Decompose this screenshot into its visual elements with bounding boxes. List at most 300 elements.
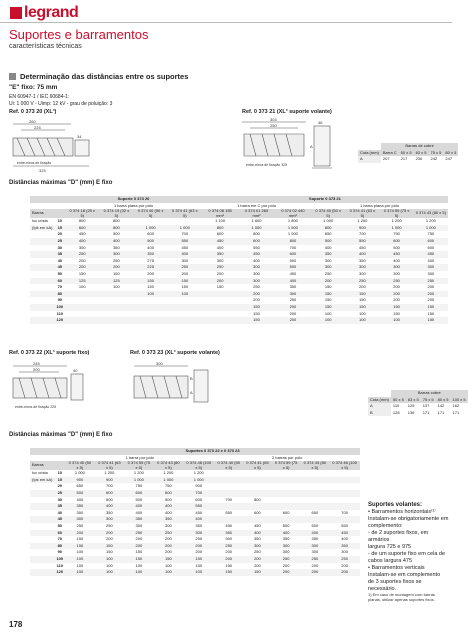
distance-cell: 150 (195, 555, 203, 561)
distance-cell: 400 (282, 529, 290, 535)
distance-cell: 300 (393, 264, 400, 270)
distance-cell: 700 (106, 483, 113, 489)
table-row (30, 311, 448, 318)
table-cell: A (358, 156, 381, 163)
row-label (30, 297, 54, 304)
distance-cell: 750 (393, 231, 400, 237)
distance-cell: 500 (393, 244, 400, 250)
distance-cell: 450 (359, 244, 366, 250)
distance-cell (243, 503, 272, 510)
distance-cell: 400 (324, 244, 332, 250)
table-cell: 247 (445, 156, 453, 162)
distance-cell: 200 (216, 270, 224, 276)
distance-cell: 350 (113, 244, 120, 250)
icc-value: 50 (57, 522, 63, 528)
distance-cell (168, 311, 202, 318)
distance-cell: 550 (341, 522, 348, 528)
distance-cell: 600 (165, 489, 172, 495)
distance-cell: 250 (106, 522, 113, 528)
footnote (368, 592, 450, 602)
group-header-left: Suporte 0 373 20 (117, 196, 150, 201)
distance-cell: 150 (253, 317, 260, 323)
table-header-cell: 75 x 5 (430, 149, 442, 155)
row-label (30, 311, 54, 318)
distance-cell: 200 (393, 290, 400, 296)
distance-cell: 200 (106, 536, 113, 542)
distance-cell (329, 477, 360, 484)
distance-cell (214, 477, 243, 484)
distance-cell (134, 218, 168, 225)
column-header: 0 374 40 (50 x 5) (68, 460, 92, 470)
distance-cell (99, 304, 133, 311)
distance-cell: 200 (393, 297, 400, 303)
distance-cell: 200 (289, 303, 297, 309)
barras-header: Barras (32, 210, 44, 216)
table-header-cell: 100 x 5 (452, 396, 466, 402)
group-header-right: Suporte 0 373 21 (309, 196, 341, 201)
table-row (30, 297, 448, 304)
distance-cell: 1 000 (163, 476, 174, 482)
support-0-373-22-drawing (9, 360, 109, 418)
distance-cell: 150 (427, 317, 435, 323)
column-header: 0 374 41 (63 x 5) (246, 460, 269, 470)
distance-cell: 100 (147, 290, 154, 296)
distance-cell: 100 (165, 562, 172, 568)
column-header: 0 374 41 (63 x 5) (172, 208, 198, 218)
distance-cell: 300 (341, 549, 348, 555)
distance-cell: 200 (289, 310, 297, 316)
table-row (30, 569, 360, 576)
distance-cell: 600 (195, 496, 203, 502)
square-bullet-icon (9, 73, 16, 80)
side-note-line: complemento: (368, 523, 403, 529)
subgroup-header: 1 barra por pólo (125, 454, 154, 460)
distance-cell (243, 483, 272, 490)
distance-cell: 300 (282, 542, 290, 548)
distance-cell: 400 (147, 244, 154, 250)
side-note-line: • Barramentos horizontais⁽¹⁾ (368, 509, 436, 515)
table-header-cell: 80 x 5 (445, 149, 457, 155)
icc-value: 100 (56, 303, 64, 309)
distance-cell: 300 (427, 270, 435, 276)
side-note-line: de 3 suportes fixos se necessário. (368, 579, 422, 592)
distance-cell: 1 000 (323, 218, 334, 224)
distance-cell: 800 (254, 496, 261, 502)
table-cell: 230 (415, 156, 423, 162)
distance-cell: 400 (341, 536, 348, 542)
distance-cell: 550 (225, 509, 233, 515)
distance-cell: 1 800 (287, 218, 298, 224)
side-note-line: largura 725 e 975 (368, 544, 412, 550)
distance-cell: 200 (165, 549, 172, 555)
row-label (30, 258, 54, 265)
ref-0-373-21: Ref. 0 373 21 (XL³ suporte volante) (242, 109, 332, 115)
distance-cell: 450 (427, 251, 435, 257)
table-row (30, 291, 448, 298)
distance-cell: 400 (135, 509, 143, 515)
icc-value: 20 (57, 231, 63, 237)
distance-cell: 250 (216, 264, 224, 270)
distance-cell: 400 (254, 529, 261, 535)
dim-300-label: 300 (156, 361, 163, 366)
table-header-cell: 50 x 5 (392, 396, 404, 402)
icc-value: 25 (57, 489, 63, 495)
distance-cell: 100 (76, 555, 84, 561)
distance-cell (99, 297, 133, 304)
table-row (30, 304, 448, 311)
distance-cell: 250 (282, 555, 290, 561)
distance-cell: 200 (216, 277, 224, 283)
distance-cell: 700 (181, 231, 189, 237)
table-row (30, 543, 360, 550)
distance-cell (202, 311, 238, 318)
distance-cell: 250 (165, 529, 172, 535)
distance-cell: 650 (76, 483, 84, 489)
distance-cell: 300 (113, 251, 120, 257)
column-header: 0 374 40 (50 x 5) (217, 460, 240, 470)
table-row (30, 530, 360, 537)
distance-cell: 700 (195, 489, 203, 495)
table-cell: 207 (382, 156, 390, 162)
distance-cell (65, 311, 99, 318)
table-row (30, 503, 360, 510)
distance-cell: 200 (195, 549, 203, 555)
distance-cell: 450 (78, 231, 86, 237)
row-label (30, 569, 54, 576)
row-label (30, 278, 54, 285)
distance-cell (134, 317, 168, 324)
distance-cell: 500 (289, 257, 297, 263)
distance-cell: 200 (225, 549, 233, 555)
distance-cell: 200 (135, 536, 143, 542)
table-cell: 171 (422, 409, 430, 415)
distance-cell: 100 (165, 569, 172, 575)
row-label (30, 523, 54, 530)
dim-304-label: 304 (270, 117, 277, 122)
distance-cell: 250 (113, 257, 120, 263)
icc-value: 35 (57, 251, 63, 257)
distance-cell: 100 (359, 317, 366, 323)
distance-cell (65, 304, 99, 311)
icc-value: 80 (57, 290, 63, 296)
distance-cell: 800 (78, 218, 86, 224)
distance-cell: 200 (427, 297, 435, 303)
distance-cell: 900 (76, 476, 84, 482)
distance-cell: 400 (106, 503, 113, 509)
row-label (30, 304, 54, 311)
distance-cell: 200 (341, 562, 348, 568)
table-cell: 171 (437, 409, 445, 415)
distance-cell (214, 470, 243, 477)
distance-cell: 350 (165, 516, 172, 522)
distance-cell: 350 (225, 529, 233, 535)
table-cell: 142 (437, 403, 445, 409)
table-title: Barras de cobre (381, 143, 458, 150)
distance-cell: 100 (181, 290, 189, 296)
distance-cell: 1 100 (215, 218, 226, 224)
table-row (30, 284, 448, 291)
distance-cell: 600 (106, 489, 113, 495)
distance-cell (301, 470, 330, 477)
distance-cell: 200 (165, 536, 172, 542)
row-label: Icc crista (32, 470, 48, 476)
icc-value: 70 (57, 536, 63, 542)
distance-cell (329, 516, 360, 523)
distance-cell: 350 (324, 251, 332, 257)
distance-cell (214, 490, 243, 497)
distance-cell: 300 (324, 264, 332, 270)
row-label: (Ipk em kA) (32, 476, 53, 482)
distance-cell: 275 (147, 257, 154, 263)
distance-cell: 500 (147, 237, 154, 243)
distance-cell: 650 (311, 509, 319, 515)
distance-table-2 (30, 448, 360, 576)
distance-cell: 150 (359, 290, 366, 296)
distance-cell: 400 (216, 244, 224, 250)
distance-cell: 250 (427, 277, 435, 283)
distance-cell: 600 (282, 509, 290, 515)
distance-cell: 1 000 (251, 224, 262, 230)
distance-cell: 150 (393, 303, 400, 309)
distance-cell: 200 (282, 562, 290, 568)
distance-cell: 1 000 (74, 470, 85, 476)
distance-cell: 350 (195, 522, 203, 528)
distance-cell: 150 (427, 303, 435, 309)
column-header: 0 374 59 (75 x 5) (274, 460, 298, 470)
ref-0-373-23: Ref. 0 373 23 (XL³ suporte volante) (130, 350, 220, 356)
distance-cell: 250 (181, 264, 189, 270)
distance-cell: 200 (311, 569, 319, 575)
entre-eixos-label: entre-eixos de fixação 325 (246, 163, 288, 167)
distance-cell: 300 (289, 290, 297, 296)
distance-cell: 250 (341, 555, 348, 561)
column-header: 0 374 18 (25 x 5) (69, 208, 96, 218)
distance-cell: 250 (324, 270, 332, 276)
distance-cell: 300 (78, 244, 86, 250)
distance-cell: 550 (359, 237, 366, 243)
distance-cell: 200 (147, 270, 154, 276)
distance-cell: 200 (324, 277, 332, 283)
distance-cell: 300 (76, 509, 84, 515)
distance-cell (168, 317, 202, 324)
distance-cell: 250 (289, 297, 297, 303)
icc-value: 60 (57, 529, 63, 535)
distance-cell: 300 (359, 264, 366, 270)
distance-cell: 500 (289, 264, 297, 270)
distance-cell: 600 (289, 251, 297, 257)
dim-225-label: 225 (34, 125, 41, 130)
distance-cell: 200 (254, 562, 261, 568)
distance-cell: 1 000 (193, 476, 204, 482)
column-header: 0 374 02 440 mm² (281, 208, 305, 218)
distance-cell: 700 (289, 244, 297, 250)
row-label (30, 251, 54, 258)
distance-cell: 400 (393, 257, 400, 263)
distance-cell (134, 297, 168, 304)
distance-cell: 100 (195, 569, 203, 575)
distance-cell: 400 (165, 509, 172, 515)
table-cell: 242 (430, 156, 438, 162)
distance-cell: 150 (359, 297, 366, 303)
distance-cell: 150 (135, 555, 143, 561)
row-label: Icc crista (32, 218, 48, 224)
column-header: 0 374 46 (100 x 5) (332, 460, 357, 470)
dim-260-label: 260 (29, 119, 36, 124)
distance-cell: 1 600 (251, 218, 262, 224)
dim-b-label: B (190, 376, 193, 381)
icc-value: 80 (57, 542, 63, 548)
footnote-line: 1) Em caso de montagem com barras (368, 592, 435, 597)
distance-cell (272, 516, 301, 523)
standard-text: EN 60947-1 / IEC 60684-1: (9, 94, 70, 100)
distance-cell: 400 (181, 251, 189, 257)
distance-cell: 200 (254, 555, 261, 561)
icc-value: 35 (57, 503, 63, 509)
row-label (30, 231, 54, 238)
distance-cell (272, 497, 301, 504)
distance-cell: 700 (225, 496, 233, 502)
table-row (30, 556, 360, 563)
page-title: Suportes e barramentos (9, 27, 149, 42)
distance-cell: 550 (253, 244, 260, 250)
distance-cell: 500 (427, 244, 435, 250)
table-cell: A (368, 403, 391, 410)
distance-cell: 600 (393, 237, 400, 243)
distance-cell: 150 (253, 310, 260, 316)
distance-cell: 600 (216, 231, 224, 237)
table-cell: 110 (392, 403, 400, 409)
dim-46-label: 46 (318, 120, 323, 125)
distance-cell: 500 (165, 496, 172, 502)
row-label (30, 549, 54, 556)
distance-cell: 800 (289, 237, 297, 243)
distance-cell: 800 (216, 224, 224, 230)
icc-value: 90 (57, 297, 63, 303)
distance-cell: 200 (253, 297, 260, 303)
distance-cell (329, 490, 360, 497)
dim-200-label: 200 (33, 367, 40, 372)
distance-cell: 600 (78, 224, 86, 230)
distance-cell: 500 (135, 496, 143, 502)
dim-40-label: 40 (73, 368, 78, 373)
distance-cell: 350 (147, 251, 154, 257)
icc-value: 90 (57, 549, 63, 555)
icc-value: 45 (57, 516, 63, 522)
table-cell: 128 (392, 409, 400, 415)
distance-cell: 500 (282, 522, 290, 528)
icc-value: 100 (56, 555, 64, 561)
icc-value: 45 (57, 264, 63, 270)
distance-cell: 300 (195, 529, 203, 535)
row-label (30, 503, 54, 510)
distance-cell (243, 490, 272, 497)
distance-cell: 450 (181, 244, 189, 250)
distance-cell: 650 (324, 231, 332, 237)
brand-logo-square (10, 7, 22, 19)
distance-cell: 100 (106, 569, 113, 575)
page-number: 178 (9, 620, 23, 629)
table-row (30, 563, 360, 570)
distance-cell: 250 (225, 542, 233, 548)
column-header: 0 374 19 (32 x 5) (103, 208, 130, 218)
table-row (30, 317, 448, 324)
distance-cell: 500 (106, 496, 113, 502)
table-header-cell: 63 x 5 (415, 149, 427, 155)
row-label (30, 543, 54, 550)
distance-cell: 400 (195, 516, 203, 522)
distance-cell (301, 483, 330, 490)
table-row (30, 251, 448, 258)
table-cell: 171 (452, 409, 460, 415)
distance-cell: 1 200 (357, 218, 368, 224)
distance-cell: 100 (135, 569, 143, 575)
dim-245-label: 245 (33, 361, 40, 366)
distance-cell: 400 (427, 257, 435, 263)
distance-cell: 450 (254, 522, 261, 528)
distance-cell (99, 317, 133, 324)
distance-cell: 800 (113, 218, 120, 224)
distance-cell: 150 (324, 297, 332, 303)
distance-cell: 1 200 (391, 218, 402, 224)
distance-cell: 300 (253, 277, 260, 283)
brand-logo: legrand (24, 4, 79, 21)
distance-cell (134, 311, 168, 318)
distance-cell: 250 (254, 549, 261, 555)
distance-cell: 200 (165, 542, 172, 548)
copper-bar-dimension-table-2 (368, 390, 468, 416)
column-header: 0 374 41 (63 x 5) (98, 460, 121, 470)
icc-value: 40 (57, 257, 63, 263)
column-header: 0 374 59 (75 x 5) (127, 460, 151, 470)
distance-cell: 200 (76, 529, 84, 535)
table-row (30, 490, 360, 497)
distance-cell: 100 (135, 562, 143, 568)
distance-cell: 150 (106, 549, 113, 555)
distance-cell: 300 (225, 536, 233, 542)
distance-cell: 300 (135, 522, 143, 528)
row-label (30, 238, 54, 245)
distance-cell (134, 304, 168, 311)
row-label (30, 264, 54, 271)
column-header: 0 374 59 (75 x 5) (383, 208, 410, 218)
distance-cell: 200 (427, 290, 435, 296)
distance-cell: 300 (76, 516, 84, 522)
column-header: 0 374 01 260 mm² (244, 208, 269, 218)
distance-cell: 125 (78, 277, 86, 283)
column-header: 0 374 43 (80 x 5) (415, 210, 446, 216)
distance-cell: 750 (427, 231, 435, 237)
distance-cell: 400 (113, 237, 120, 243)
table-row (30, 238, 448, 245)
support-0-373-23-drawing (130, 360, 230, 418)
distance-cell: 200 (113, 264, 120, 270)
distance-cell: 400 (359, 251, 366, 257)
table-row (30, 510, 360, 517)
distance-cell: 150 (216, 284, 224, 290)
distance-cell: 200 (225, 555, 233, 561)
distance-cell: 600 (427, 237, 435, 243)
distance-cell: 250 (311, 555, 319, 561)
distance-cell: 250 (359, 277, 366, 283)
distance-cell: 500 (311, 522, 319, 528)
distance-cell (243, 470, 272, 477)
row-label (30, 510, 54, 517)
row-label (30, 284, 54, 291)
side-note-line: Instalam-se obrigatoriamente em (368, 516, 449, 522)
support-0-373-20-drawing (9, 118, 109, 176)
distance-cell: 300 (311, 542, 319, 548)
distance-cell: 1 000 (391, 224, 402, 230)
